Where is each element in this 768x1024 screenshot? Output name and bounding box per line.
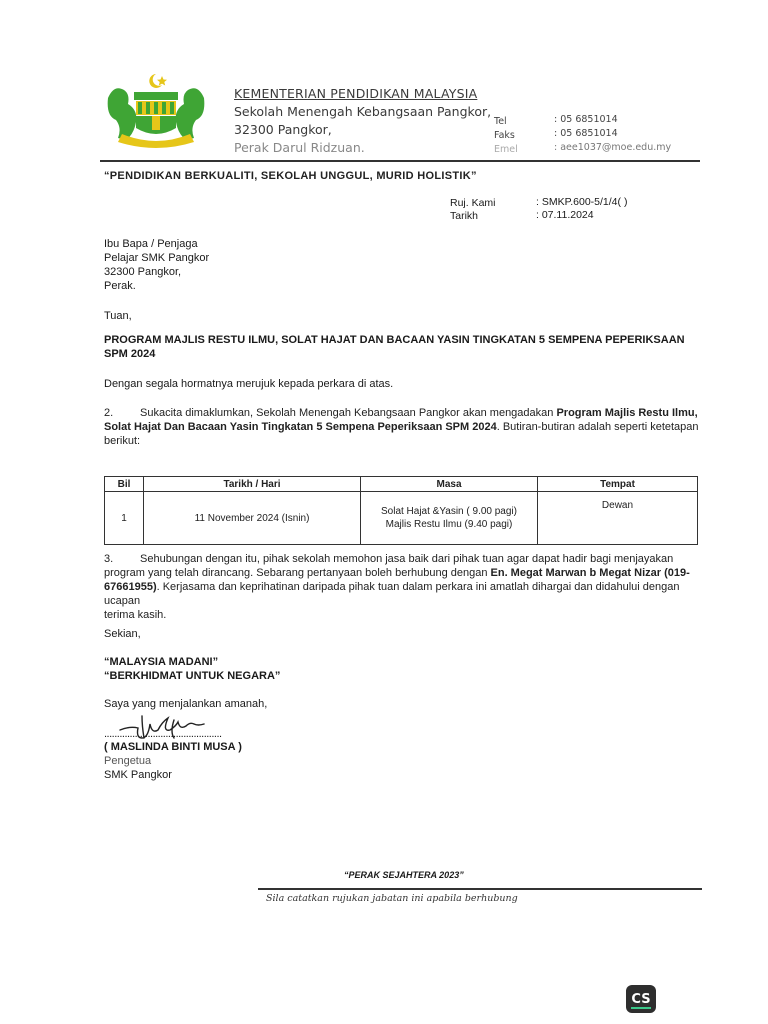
contact-phone-end: 67661955) [104, 581, 157, 593]
footer-divider [258, 888, 702, 890]
schedule-table [104, 476, 698, 545]
school-motto: “PENDIDIKAN BERKUALITI, SEKOLAH UNGGUL, MURID HOLISTIK” [104, 170, 477, 182]
column-header: Tarikh / Hari [144, 477, 361, 492]
contact-tel-value: : 05 6851014 [554, 114, 618, 125]
date-label: Tarikh [450, 210, 479, 222]
ref-label: Ruj. Kami [450, 197, 496, 209]
contact-email-value: : aee1037@moe.edu.my [554, 142, 672, 153]
paragraph-text: Sukacita dimaklumkan, Sekolah Menengah Kebangsaan Pangkor akan mengadakan [140, 407, 557, 419]
column-header: Masa [361, 477, 538, 492]
signatory-name: ( MASLINDA BINTI MUSA ) [104, 741, 242, 753]
salutation: Tuan, [104, 310, 132, 322]
recipient-line: Perak. [104, 280, 136, 292]
footer-slogan: “PERAK SEJAHTERA 2023” [344, 870, 464, 880]
column-header: Bil [105, 477, 144, 492]
cell-tempat: Dewan [538, 492, 698, 545]
paragraph-text: berikut: [104, 435, 141, 447]
signature-dots: .............................................. [104, 728, 222, 740]
program-name: Program Majlis Restu Ilmu, [556, 407, 698, 419]
contact-tel-label: Tel [494, 116, 507, 127]
date-value: : 07.11.2024 [536, 209, 594, 221]
contact-fax-value: : 05 6851014 [554, 128, 618, 139]
slogan-negara: “BERKHIDMAT UNTUK NEGARA” [104, 670, 281, 682]
signatory-school: SMK Pangkor [104, 769, 172, 781]
header-divider [100, 160, 700, 162]
cell-masa-line1: Solat Hajat &Yasin ( 9.00 pagi) [380, 506, 517, 517]
signatory-title: Pengetua [104, 755, 152, 767]
school-name: Sekolah Menengah Kebangsaan Pangkor, [234, 104, 492, 119]
slogan-madani: “MALAYSIA MADANI” [104, 656, 219, 668]
closing: Sekian, [104, 628, 141, 640]
table-header-row [105, 477, 698, 492]
recipient-line: Pelajar SMK Pangkor [104, 252, 210, 264]
ref-value: : SMKP.600-5/1/4( ) [536, 196, 628, 208]
paragraph-number: 2. [104, 407, 114, 419]
cell-bil: 1 [105, 492, 144, 545]
recipient-line: 32300 Pangkor, [104, 266, 182, 278]
malaysia-coat-of-arms-icon [100, 72, 212, 148]
recipient-line: Ibu Bapa / Penjaga [104, 238, 198, 250]
contact-phone-start: (019- [661, 567, 690, 579]
paragraph-text: terima kasih. [104, 609, 167, 621]
camscanner-badge: CS [626, 985, 656, 1013]
paragraph-text: program yang telah dirancang. Sebarang pertanyaan boleh berhubung dengan [104, 567, 491, 579]
paragraph-text: . Butiran-butiran adalah seperti ketetapan [496, 421, 699, 433]
opening-line: Dengan segala hormatnya merujuk kepada perkara di atas. [104, 378, 394, 390]
trust-line: Saya yang menjalankan amanah, [104, 698, 268, 710]
program-name-cont: Solat Hajat Dan Bacaan Yasin Tingkatan 5 Sempena Peperiksaan SPM 2024 [104, 421, 497, 433]
paragraph-2 [104, 406, 700, 448]
subject-line2: SPM 2024 [104, 348, 156, 360]
paragraph-text: Sehubungan dengan itu, pihak sekolah memohon jasa baik dari pihak tuan agar dapat hadir bagi menjayakan [140, 553, 674, 565]
column-header: Tempat [538, 477, 698, 492]
school-address-line2: Perak Darul Ridzuan. [234, 140, 365, 155]
table-row [105, 492, 698, 545]
cell-tarikh: 11 November 2024 (Isnin) [144, 492, 361, 545]
cell-masa-line2: Majlis Restu Ilmu (9.40 pagi) [385, 519, 513, 530]
paragraph-text: . Kerjasama dan keprihatinan daripada pihak tuan dalam perkara ini amatlah dihargai dan didahului dengan ucapan [104, 581, 680, 607]
cell-masa [361, 492, 538, 545]
subject-line1: PROGRAM MAJLIS RESTU ILMU, SOLAT HAJAT DAN BACAAN YASIN TINGKATAN 5 SEMPENA PEPERIKSAAN [104, 334, 685, 346]
school-address-line1: 32300 Pangkor, [234, 122, 332, 137]
paragraph-3 [104, 552, 700, 622]
contact-person: En. Megat Marwan b Megat Nizar [490, 567, 662, 579]
contact-email-label: Emel [494, 144, 518, 155]
contact-fax-label: Faks [494, 130, 515, 141]
footer-note: Sila catatkan rujukan jabatan ini apabila berhubung [266, 893, 518, 904]
ministry-name: KEMENTERIAN PENDIDIKAN MALAYSIA [234, 86, 478, 101]
paragraph-number: 3. [104, 553, 114, 565]
